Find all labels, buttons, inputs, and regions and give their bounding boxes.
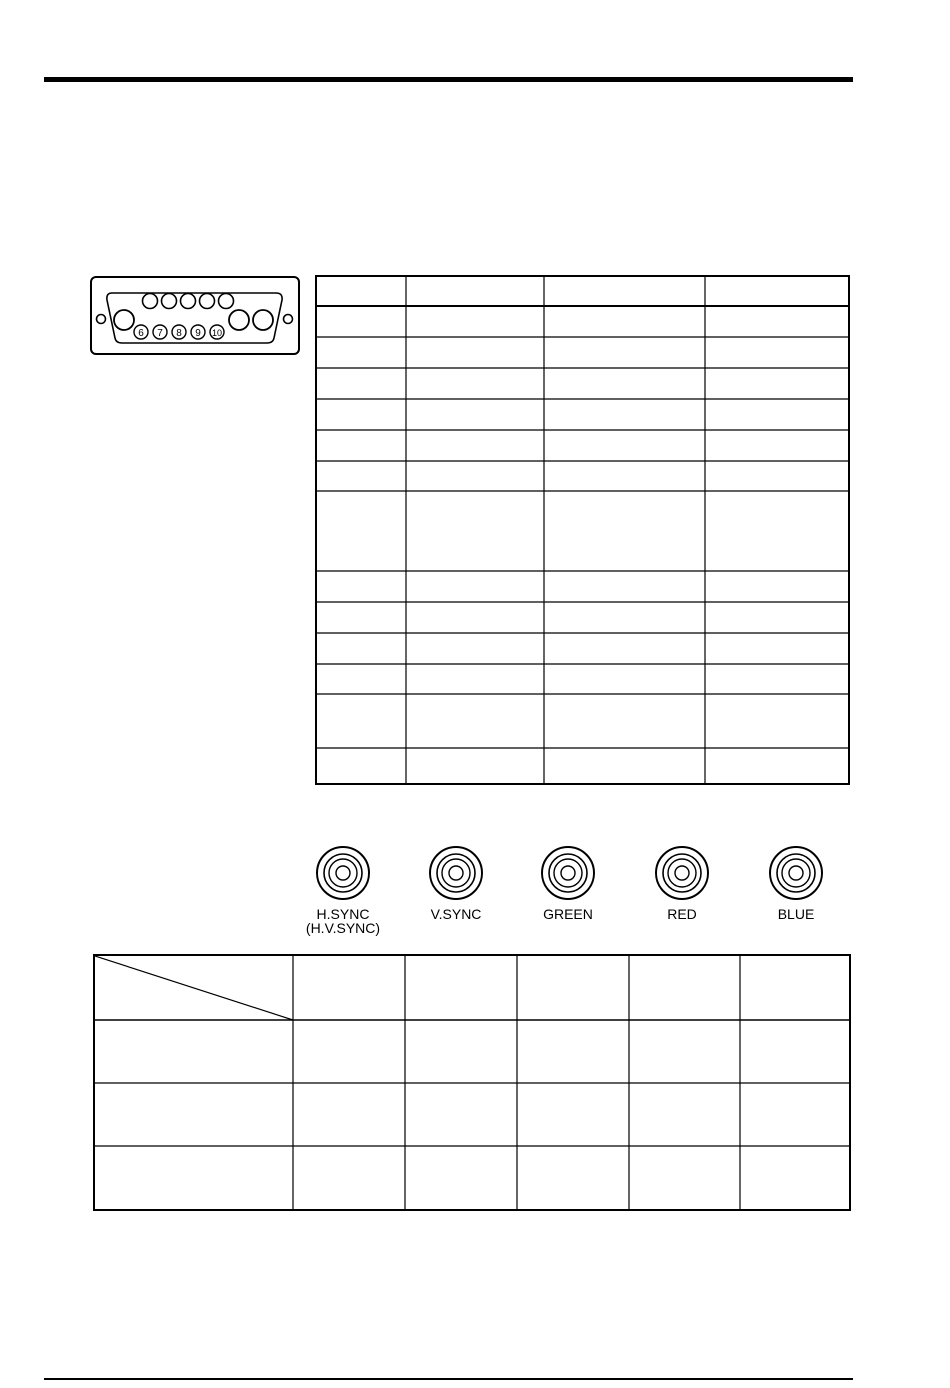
pin-number-label: 8 — [176, 328, 182, 339]
rca-label: RED — [667, 906, 697, 922]
footer-rule — [44, 1378, 853, 1380]
dsub-15-pin-connector-icon — [90, 276, 300, 356]
pin-number-label: 6 — [138, 328, 144, 339]
rca-connector-red — [622, 845, 742, 921]
header-rule — [44, 77, 853, 82]
rca-jack-icon — [315, 845, 371, 901]
pin-number-label: 10 — [211, 328, 223, 338]
rca-connectors-row — [0, 845, 950, 945]
rca-connector-blue — [736, 845, 856, 921]
rca-label: GREEN — [543, 906, 593, 922]
rca-label: H.SYNC (H.V.SYNC) — [305, 906, 381, 936]
diagonal-header-divider — [95, 956, 293, 1020]
signal-assignment-table — [93, 954, 851, 1211]
pin-assignment-table — [315, 275, 850, 785]
dsub-connector-diagram — [90, 276, 300, 356]
rca-connector-vsync — [396, 845, 516, 921]
rca-label: BLUE — [777, 906, 815, 922]
rca-label: V.SYNC — [430, 906, 482, 922]
rca-jack-icon — [428, 845, 484, 901]
pin-number-label: 7 — [157, 328, 163, 339]
rca-jack-icon — [540, 845, 596, 901]
rca-connector-hsync — [283, 845, 403, 935]
rca-connector-green — [508, 845, 628, 921]
rca-jack-icon — [654, 845, 710, 901]
rca-jack-icon — [768, 845, 824, 901]
pin-number-label: 9 — [195, 328, 201, 339]
